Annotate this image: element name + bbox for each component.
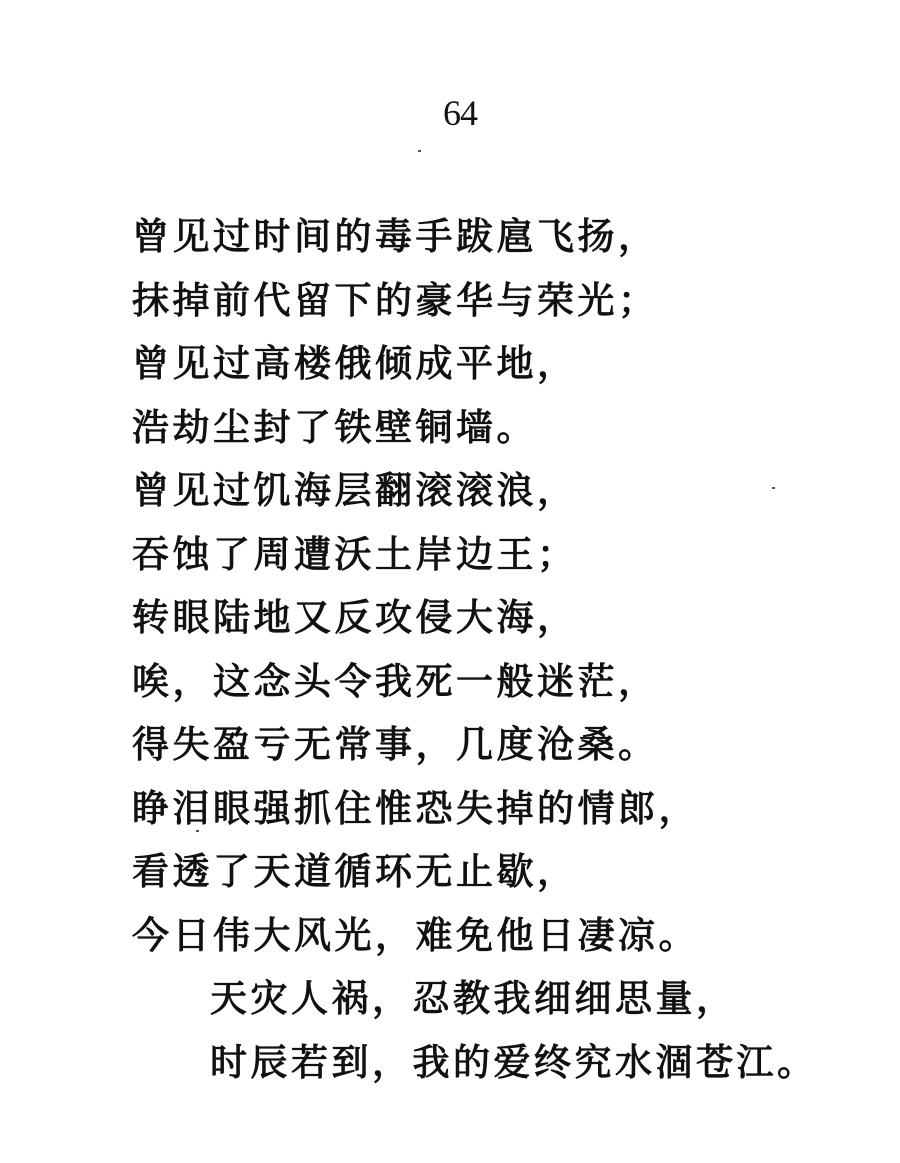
poem-line: 看透了天道循环无止歇， <box>132 850 578 893</box>
poem-line: 转眼陆地又反攻侵大海， <box>132 596 578 639</box>
poem-line: 唉，这念头令我死一般迷茫， <box>132 659 659 703</box>
poem-line: 曾见过高楼俄倾成平地， <box>132 342 578 385</box>
poem-line: 睁泪眼强抓住惟恐失掉的情郎， <box>132 786 699 830</box>
couplet-line: 时辰若到，我的爱终究水涸苍江。 <box>210 1040 818 1084</box>
poem-line: 曾见过饥海层翻滚滚浪， <box>132 469 578 512</box>
scan-speck <box>418 150 421 152</box>
poem-body <box>132 212 852 1101</box>
couplet-line: 天灾人祸，忍教我细细思量， <box>210 977 737 1020</box>
poem-line: 今日伟大风光，难免他日凄凉。 <box>132 913 699 957</box>
page-number: 64 <box>443 93 477 133</box>
poem-line: 得失盈亏无常事，几度沧桑。 <box>132 723 659 766</box>
poem-line: 吞蚀了周遭沃土岸边王； <box>132 532 578 576</box>
poem-line: 抹掉前代留下的豪华与荣光； <box>132 278 659 322</box>
poem-line: 浩劫尘封了铁壁铜墙。 <box>132 405 537 449</box>
poem-line: 曾见过时间的毒手跋扈飞扬， <box>132 215 659 258</box>
